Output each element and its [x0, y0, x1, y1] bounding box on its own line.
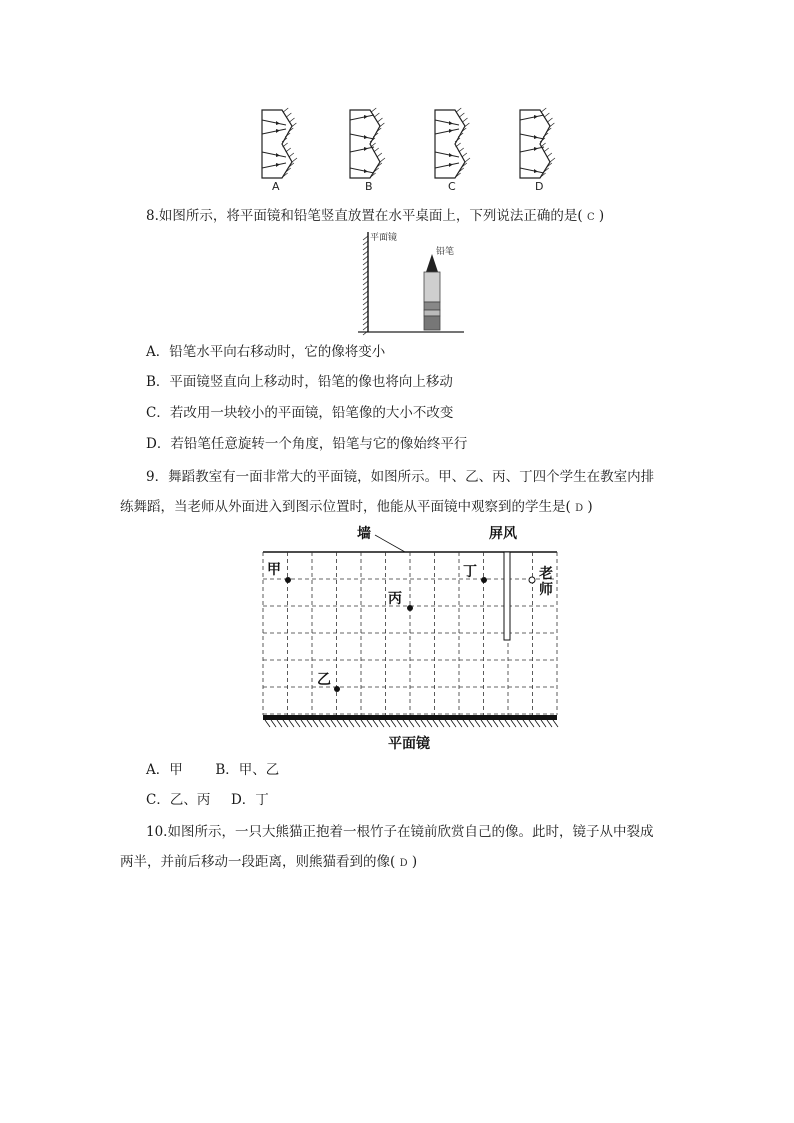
- option-shape-c: [435, 108, 470, 178]
- screen-partition: [504, 552, 510, 640]
- option-label-a: A: [272, 180, 280, 193]
- q9-close: ): [587, 499, 593, 515]
- pencil-mirror-figure: [352, 228, 470, 336]
- option-label-b: B: [365, 180, 373, 193]
- pencil-icon: [424, 254, 440, 330]
- q9-options-row1: [146, 760, 279, 780]
- option-shape-b: [350, 108, 385, 178]
- student-jia-dot: [285, 577, 291, 583]
- q9-options-row2: [146, 790, 269, 810]
- dance-room-figure: [255, 520, 565, 755]
- q8-stem-text: 8.如图所示，将平面镜和铅笔竖直放置在水平桌面上，下列说法正确的是(: [146, 208, 583, 224]
- student-bing-dot: [407, 605, 413, 611]
- option-label-c: C: [448, 180, 456, 193]
- student-yi-dot: [334, 686, 340, 692]
- mirror-bar: [263, 715, 557, 720]
- q9-stem-text: 练舞蹈，当老师从外面进入到图示位置时，他能从平面镜中观察到的学生是(: [120, 499, 571, 515]
- reflection-options-figure: [250, 100, 570, 195]
- student-ding-dot: [481, 577, 487, 583]
- student-ding-label: 丁: [463, 564, 477, 580]
- q8-option-a: A．铅笔水平向右移动时，它的像将变小: [146, 344, 386, 360]
- room-mirror-label: 平面镜: [388, 736, 430, 752]
- q10-close: ): [411, 854, 418, 870]
- option-shape-a: [262, 108, 297, 178]
- q9-answer: D: [575, 503, 584, 514]
- q8-option-b: B．平面镜竖直向上移动时，铅笔的像也将向上移动: [146, 374, 453, 390]
- q8-option-c: C．若改用一块较小的平面镜，铅笔像的大小不改变: [146, 405, 454, 421]
- q9-option-a: A．甲: [146, 762, 183, 778]
- option-label-d: D: [535, 180, 544, 193]
- q8-answer: C: [586, 212, 595, 223]
- teacher-label: 老 师: [539, 566, 553, 598]
- mirror-label: 平面镜: [370, 233, 398, 243]
- screen-label: 屏风: [489, 526, 517, 542]
- option-shape-d: [520, 108, 555, 178]
- q9-stem-line1: 9．舞蹈教室有一面非常大的平面镜，如图所示。甲、乙、丙、丁四个学生在教室内排: [146, 469, 655, 485]
- q9-option-b: B．甲、乙: [215, 762, 280, 778]
- student-jia-label: 甲: [267, 562, 281, 578]
- q10-stem-line2: [120, 852, 417, 874]
- q10-stem-text: 两半，并前后移动一段距离，则熊猫看到的像(: [120, 854, 396, 870]
- q9-option-d: D．丁: [230, 792, 269, 808]
- q8-option-d: D．若铅笔任意旋转一个角度，铅笔与它的像始终平行: [146, 436, 468, 452]
- q9-stem-line2: [120, 497, 593, 519]
- wall-label: 墙: [357, 526, 371, 542]
- q8-stem: [146, 206, 604, 228]
- q8-close: ): [598, 208, 605, 224]
- teacher-dot: [529, 577, 535, 583]
- q9-option-c: C．乙、丙: [146, 792, 211, 808]
- student-yi-label: 乙: [317, 672, 331, 688]
- q10-stem-line1: 10.如图所示，一只大熊猫正抱着一根竹子在镜前欣赏自己的像。此时，镜子从中裂成: [146, 824, 654, 840]
- pencil-label: 铅笔: [436, 247, 455, 257]
- student-bing-label: 丙: [388, 591, 402, 607]
- q10-answer: D: [399, 858, 408, 869]
